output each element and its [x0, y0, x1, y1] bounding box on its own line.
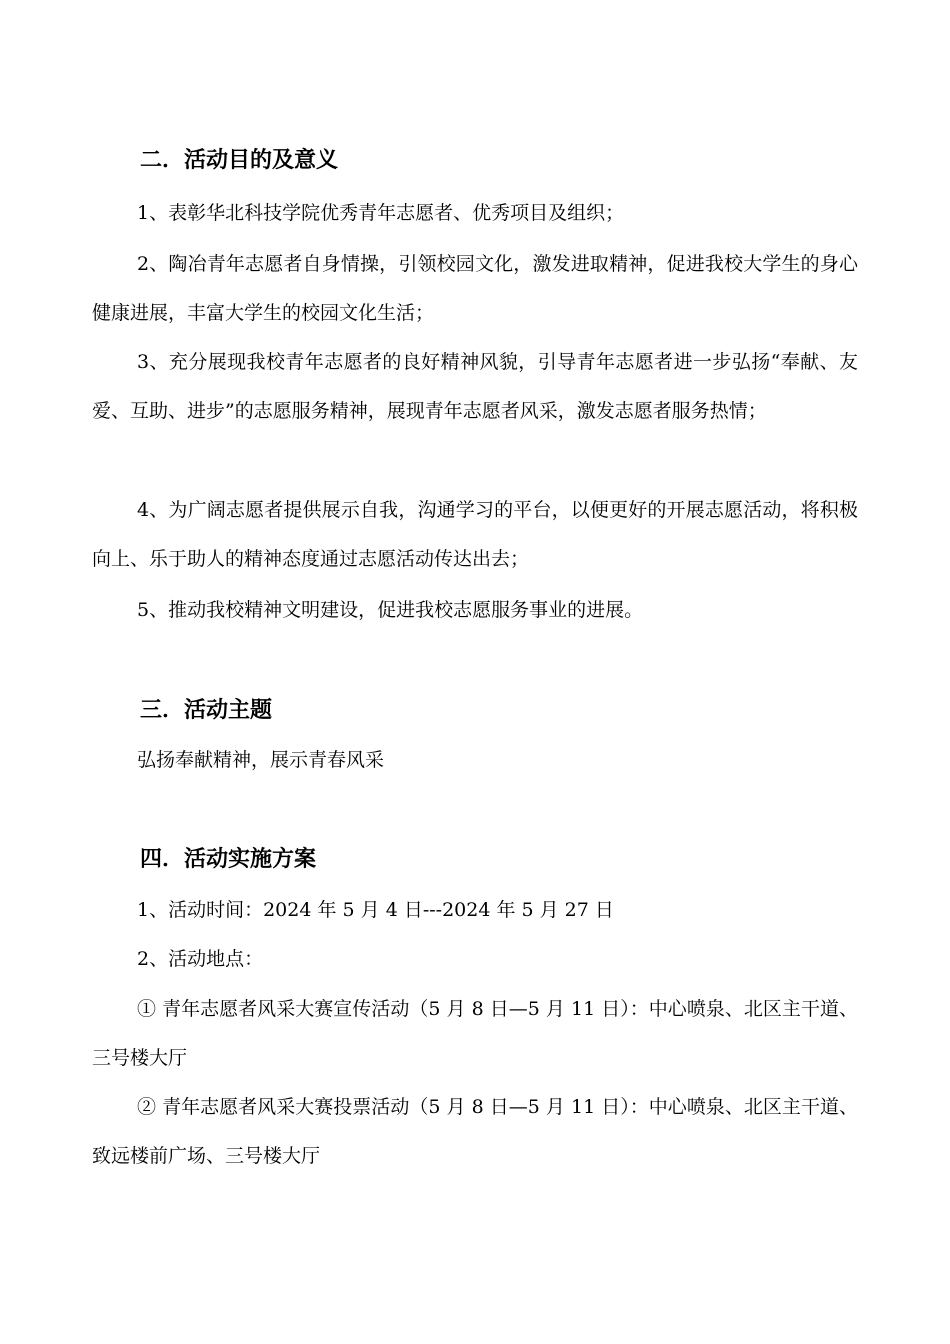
- plan-location-2: ② 青年志愿者风采大赛投票活动（5 月 8 日—5 月 11 日）：中心喷泉、北区主干道、致远楼前广场、三号楼大厅: [92, 1096, 858, 1167]
- purpose-item-4: 4、为广阔志愿者提供展示自我，沟通学习的平台，以便更好的开展志愿活动，将积极向上、乐于助人的精神态度通过志愿活动传达出去；: [92, 499, 858, 570]
- purpose-item-2: 2、陶冶青年志愿者自身情操，引领校园文化，激发进取精神，促进我校大学生的身心健康进展，丰富大学生的校园文化生活；: [92, 253, 858, 324]
- purpose-item-1: 1、表彰华北科技学院优秀青年志愿者、优秀项目及组织；: [137, 202, 625, 224]
- plan-time: 1、活动时间：2024 年 5 月 4 日---2024 年 5 月 27 日: [137, 899, 614, 921]
- section-heading-plan: 四．活动实施方案: [140, 847, 317, 872]
- section-heading-theme: 三．活动主题: [140, 698, 273, 723]
- theme-text: 弘扬奉献精神，展示青春风采: [137, 749, 385, 771]
- plan-location-1: ① 青年志愿者风采大赛宣传活动（5 月 8 日—5 月 11 日）：中心喷泉、北区主干道、三号楼大厅: [92, 998, 858, 1069]
- purpose-item-5: 5、推动我校精神文明建设，促进我校志愿服务事业的进展。: [137, 599, 644, 621]
- section-heading-purpose: 二．活动目的及意义: [140, 148, 339, 173]
- purpose-item-3: 3、充分展现我校青年志愿者的良好精神风貌，引导青年志愿者进一步弘扬“奉献、友爱、互助、进步”的志愿服务精神，展现青年志愿者风采，激发志愿者服务热情；: [92, 351, 858, 422]
- plan-location-label: 2、活动地点：: [137, 948, 264, 970]
